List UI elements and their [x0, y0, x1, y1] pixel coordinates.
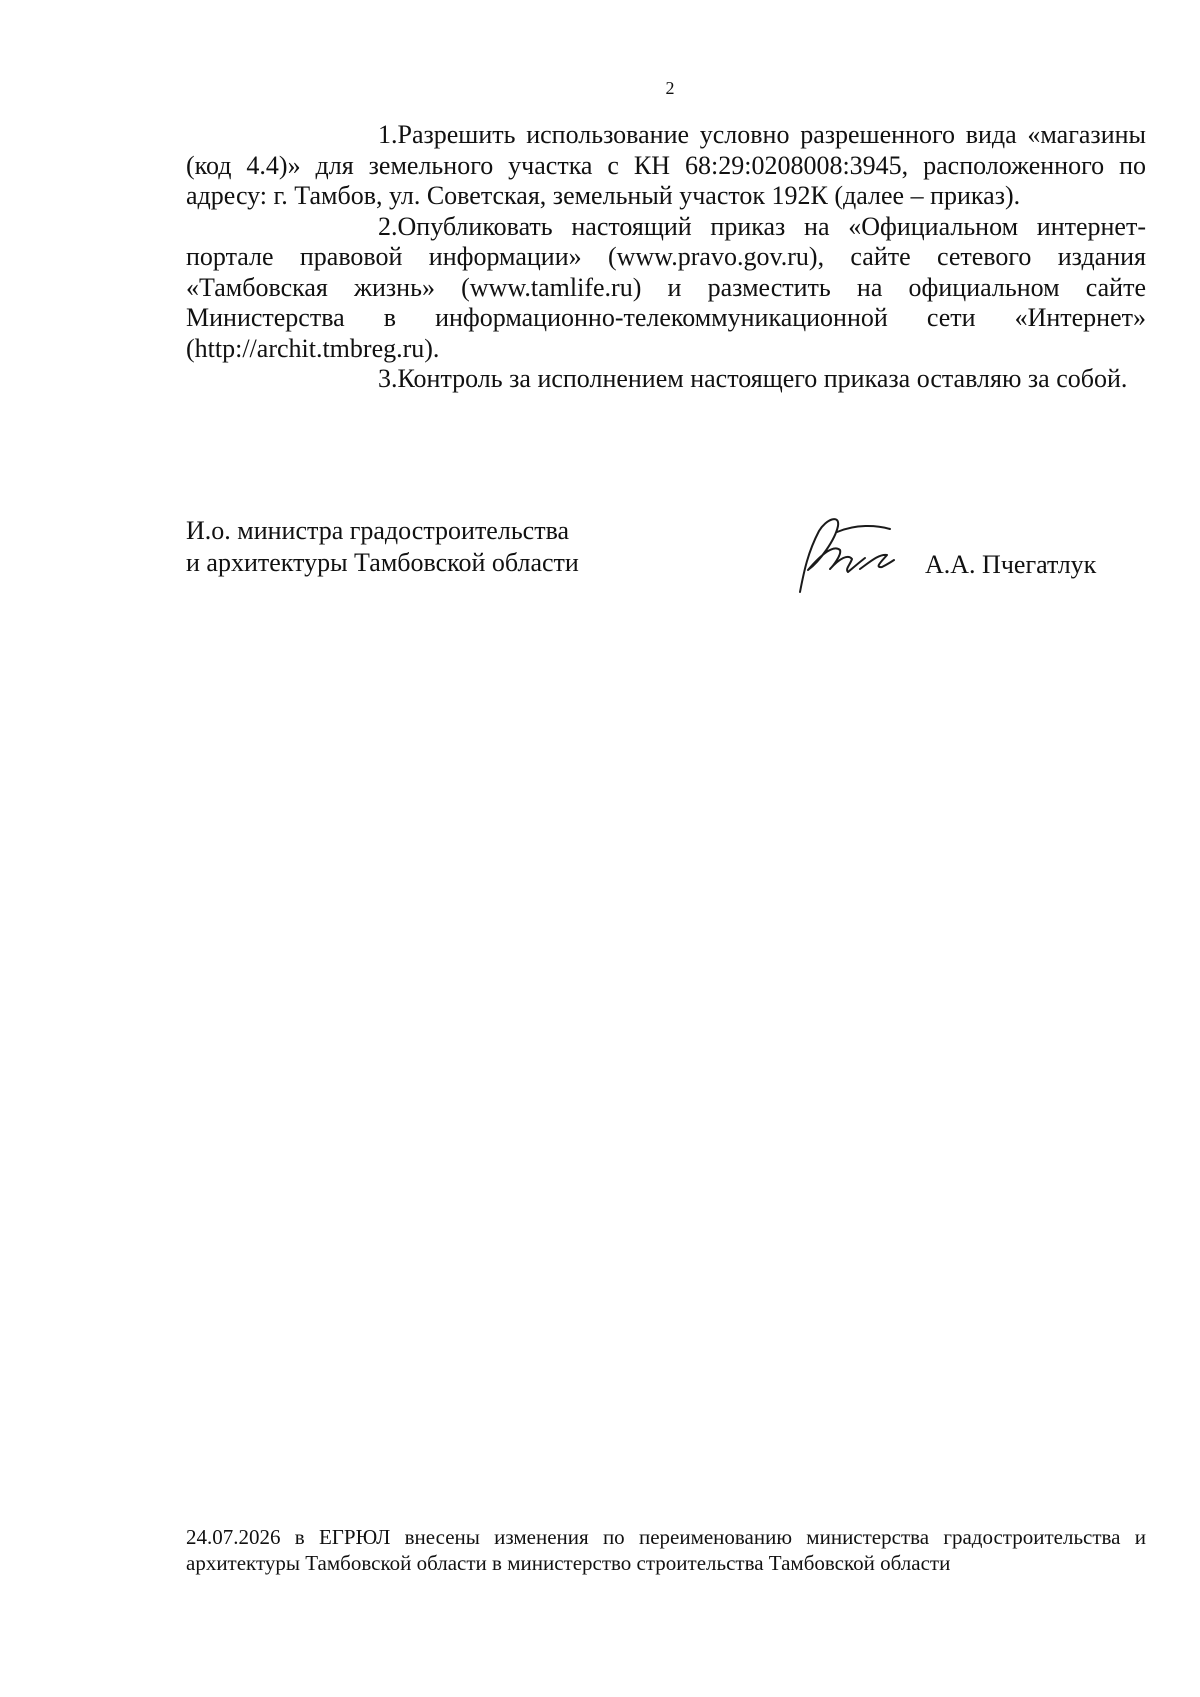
handwritten-signature: [783, 512, 903, 602]
registry-change-note: 24.07.2026 в ЕГРЮЛ внесены изменения по переименованию министерства градостроительства и архитектуры Тамбовской области в министерство строительства Тамбовской области: [186, 1525, 1146, 1575]
order-item: [186, 364, 1146, 395]
order-item-number: 1.: [378, 120, 398, 149]
signatory-position: [186, 515, 579, 579]
signatory-position-line-2: и архитектуры Тамбовской области: [186, 548, 579, 577]
order-item-text: Разрешить использование условно разрешенного вида «магазины (код 4.4)» для земельного участка с КН 68:29:0208008:3945, расположенного по адресу: г. Тамбов, ул. Советская, земельный участок 192К (далее – приказ).: [186, 120, 1146, 210]
order-items: [186, 120, 1146, 395]
signatory-position-line-1: И.о. министра градостроительства: [186, 516, 570, 545]
signer-name: А.А. Пчегатлук: [925, 550, 1097, 579]
order-item-text: Контроль за исполнением настоящего приказа оставляю за собой.: [397, 364, 1128, 393]
order-item-number: 3.: [378, 364, 398, 393]
order-item-text: Опубликовать настоящий приказ на «Официальном интернет-портале правовой информации» (www.pravo.gov.ru), сайте сетевого издания «Тамбовская жизнь» (www.tamlife.ru) и разместить на официальном сайте Министерства в информационно-телекоммуникационной сети «Интернет» (http://archit.tmbreg.ru).: [186, 211, 1146, 363]
order-item: [186, 120, 1146, 212]
order-item-number: 2.: [378, 211, 398, 241]
page-number: 2: [665, 78, 675, 98]
order-item: [186, 212, 1146, 365]
